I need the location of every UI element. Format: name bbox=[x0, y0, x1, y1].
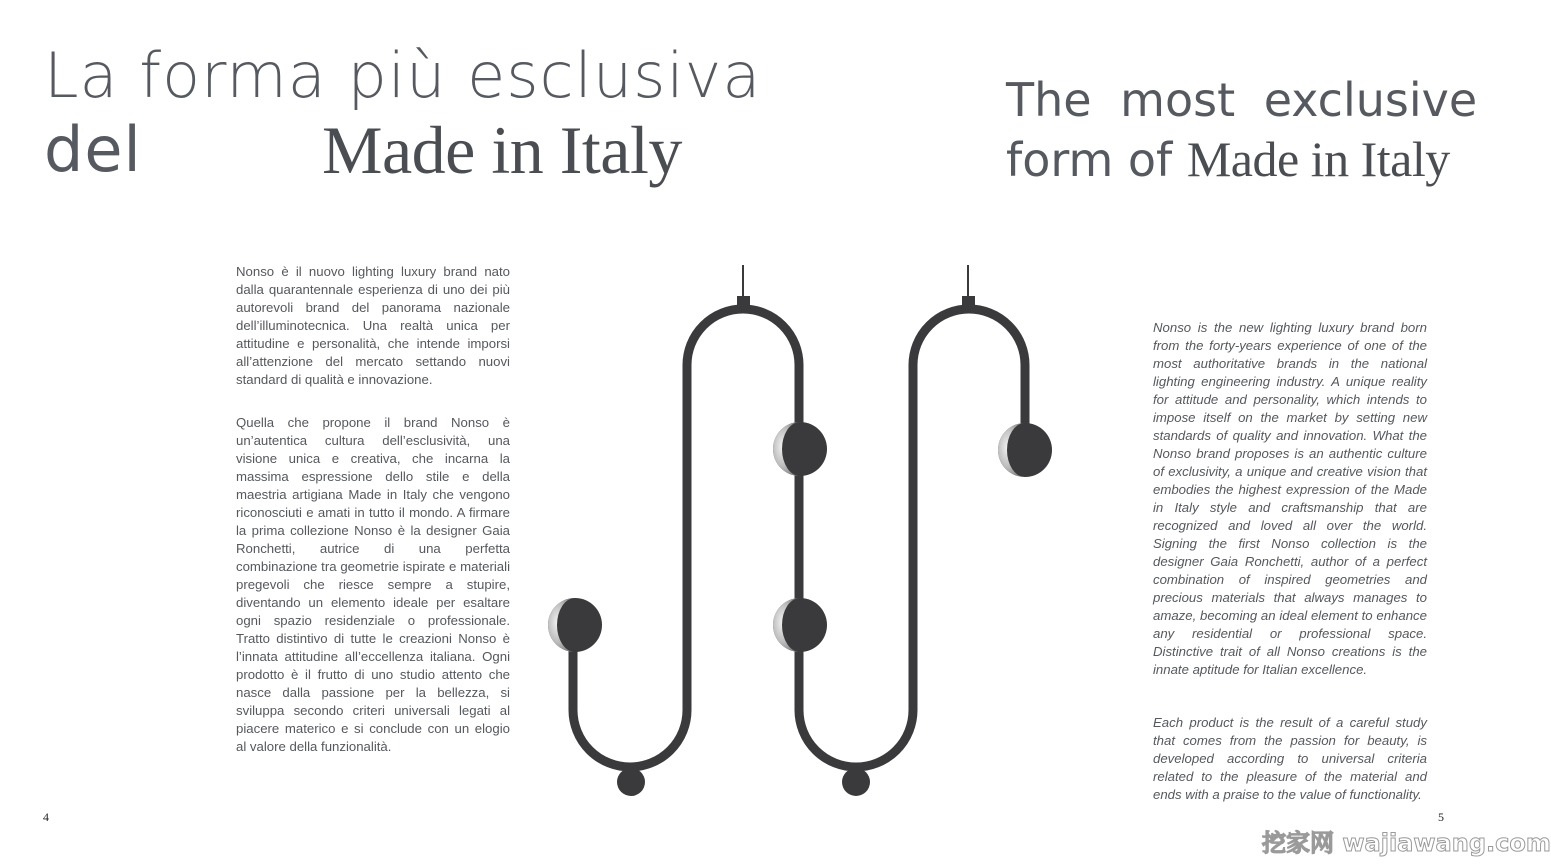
english-body-text bbox=[1153, 319, 1427, 839]
english-paragraph-2: Each product is the result of a careful study that comes from the passion for beauty, is developed according to universal criteria related to the pleasure of the material and ends with a praise to the value of functionality. bbox=[1153, 715, 1427, 802]
english-paragraph-1: Nonso is the new lighting luxury brand born from the forty-years experience of one of the most authoritative brands in the national lighting engineering industry. A unique reality for attitude and personality, which intends to impose itself on the market by setting new standards of quality and innovation. What the Nonso brand proposes is an authentic culture of exclusivity, a unique and creative vision that embodies the highest expression of the Made in Italy style and craftsmanship that are recognized and loved all over the world. Signing the first Nonso collection is the designer Gaia Ronchetti, author of a perfect combination of inspired geometries and precious materials that always manages to amaze, becoming an ideal element to enhance any residential or professional space. Distinctive trait of all Nonso creations is the innate aptitude for Italian excellence. bbox=[1153, 320, 1427, 677]
page-number-right: 5 bbox=[1438, 810, 1444, 824]
lamp-end-caps bbox=[617, 768, 870, 796]
italian-paragraph-1: Nonso è il nuovo lighting luxury brand nato dalla quarantennale esperienza di uno dei più autorevoli brand del panorama nazionale dell’illuminotecnica. Una realtà unica per attitudine e personalità, che intende imporsi all’attenzione del mercato settando nuovi standard di qualità e innovazione. bbox=[236, 264, 510, 387]
lamp-canopies bbox=[737, 296, 975, 310]
lamp-illustration bbox=[515, 265, 1105, 810]
lamp-globe-3 bbox=[773, 598, 827, 652]
italian-paragraph-2: Quella che propone il brand Nonso è un’autentica cultura dell’esclusività, una visione unica e creativa, che incarna la massima espressione dello stile e della maestria artigiana Made in Italy che vengono riconosciuti e amati in tutto il mondo. A firmare la prima collezione Nonso è la designer Gaia Ronchetti, autrice di una perfetta combinazione tra geometrie ispirate e materiali pregevoli che riesce sempre a stupire, diventando un elemento ideale per esaltare ogni spazio residenziale o professionale. Tratto distintivo di tutte le creazioni Nonso è l’innata attitudine all’eccellenza italiana. Ogni prodotto è il frutto di uno studio attento che nasce dalla passione per la bellezza, si sviluppa secondo criteri universali legati al piacere materico e si conclude con un elogio al valore della funzionalità. bbox=[236, 415, 510, 754]
title-italian-line2 bbox=[44, 112, 709, 188]
lamp-globe-4 bbox=[998, 423, 1052, 477]
title-italian-emphasis: Made in Italy bbox=[322, 112, 682, 188]
title-english-line2 bbox=[1006, 128, 1450, 196]
title-english-emphasis: Made in Italy bbox=[1186, 131, 1450, 187]
lamp-globe-1 bbox=[548, 598, 602, 652]
title-english-prefix: form of bbox=[1006, 133, 1187, 187]
title-english bbox=[1006, 72, 1478, 196]
watermark-text: 挖家网 wajiawang.com bbox=[1262, 829, 1551, 857]
title-italian bbox=[44, 39, 762, 188]
italian-body-text bbox=[236, 263, 510, 781]
lamp-cords bbox=[743, 265, 968, 297]
lamp-globe-2 bbox=[773, 422, 827, 476]
title-italian-line1: La forma più esclusiva bbox=[44, 39, 762, 112]
page-number-left: 4 bbox=[43, 810, 49, 824]
title-english-line1: The most exclusive bbox=[1006, 73, 1478, 127]
lamp-tube bbox=[573, 309, 1025, 767]
title-italian-prefix: del bbox=[44, 113, 142, 186]
